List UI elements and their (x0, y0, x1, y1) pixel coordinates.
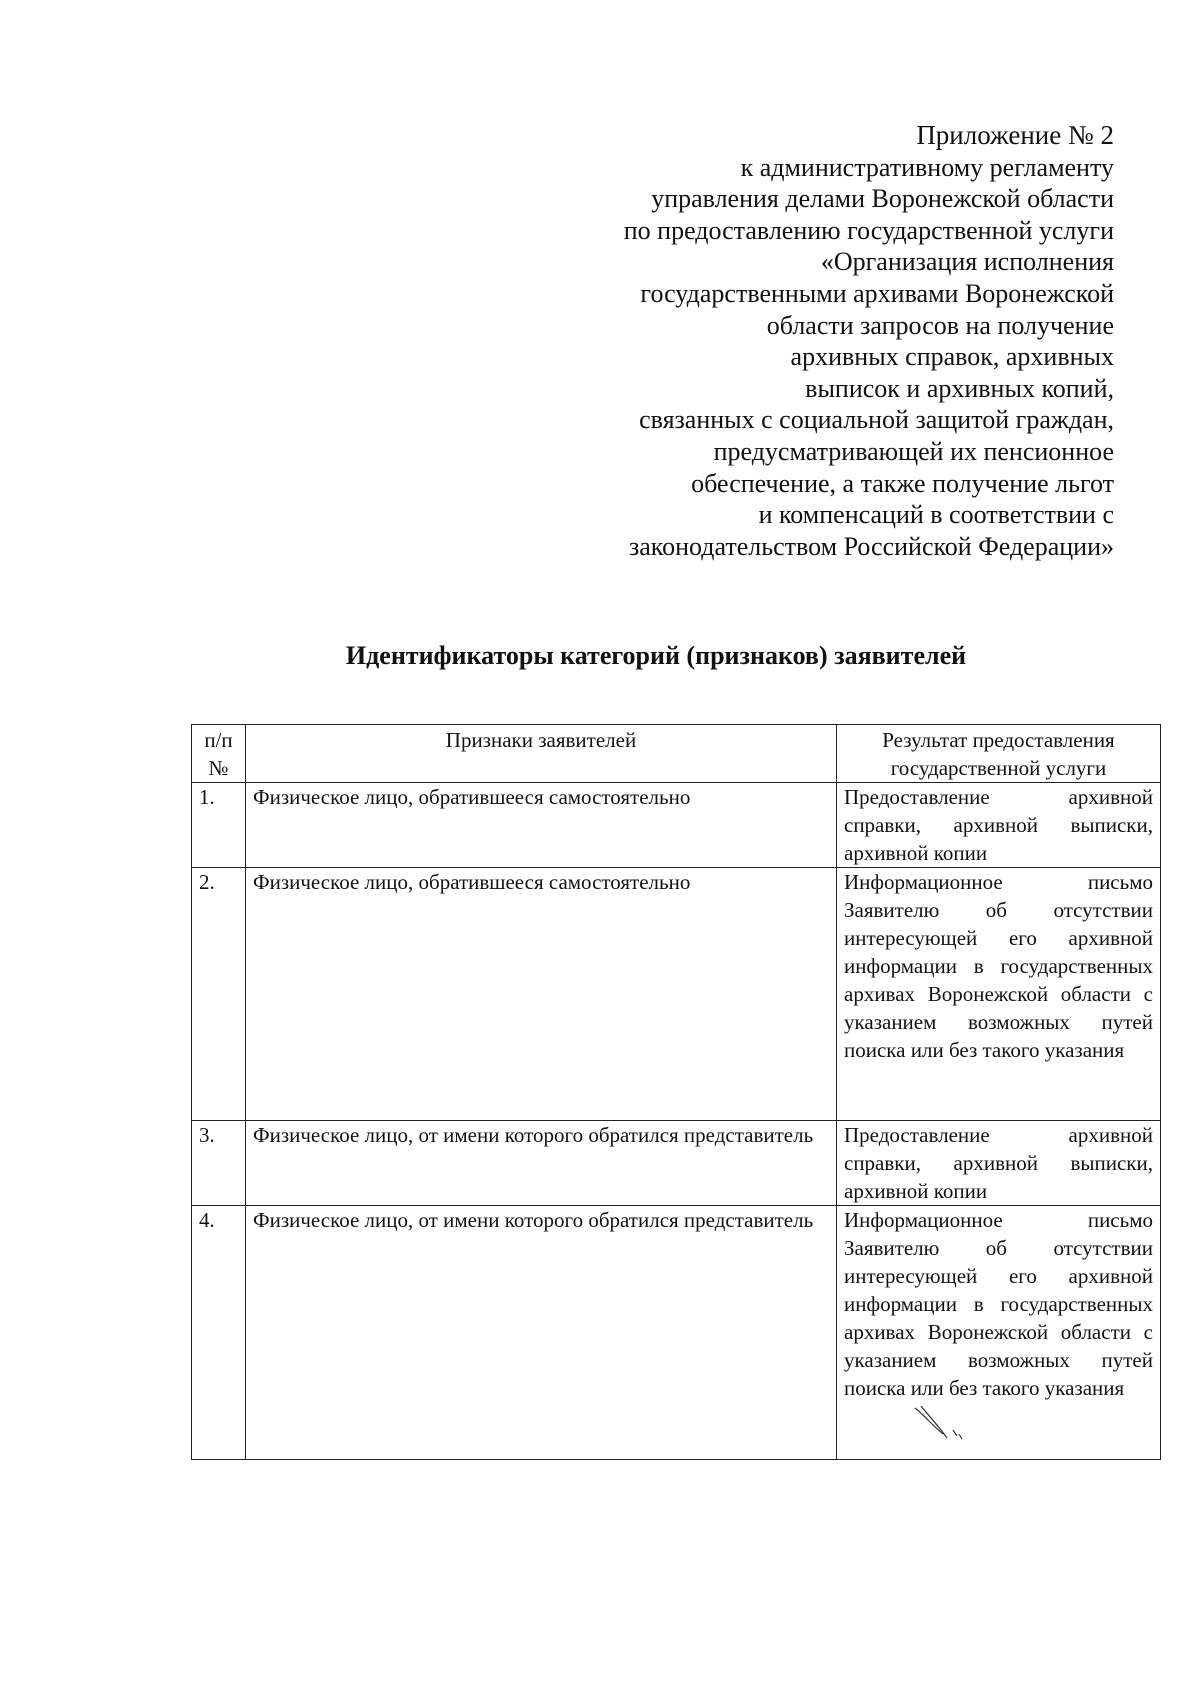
row-sign: Физическое лицо, от имени которого обратился представитель (246, 1121, 837, 1206)
row-result: Информационное письмо Заявителю об отсутствии интересующей его архивной информации в государственных архивах Воронежской области с указанием возможных путей поиска или без такого указания (837, 1206, 1161, 1460)
header-num: п/п № (192, 725, 246, 783)
row-sign: Физическое лицо, обратившееся самостоятельно (246, 783, 837, 868)
row-result: Предоставление архивной справки, архивной выписки, архивной копии (837, 1121, 1161, 1206)
table-header-row (192, 725, 1161, 783)
appendix-line: управления делами Воронежской области (651, 184, 1114, 214)
document-title: Идентификаторы категорий (признаков) заявителей (345, 641, 967, 670)
appendix-header (474, 120, 1114, 562)
row-number: 1. (192, 783, 246, 868)
row-number: 2. (192, 868, 246, 1121)
row-sign: Физическое лицо, обратившееся самостоятельно (246, 868, 837, 1121)
row-sign: Физическое лицо, от имени которого обратился представитель (246, 1206, 837, 1460)
table-row (192, 1121, 1161, 1206)
appendix-line: законодательством Российской Федерации» (629, 531, 1114, 561)
appendix-line: к административному регламенту (740, 152, 1114, 182)
appendix-line: предусматривающей их пенсионное (713, 436, 1114, 466)
row-result: Информационное письмо Заявителю об отсутствии интересующей его архивной информации в государственных архивах Воронежской области с указанием возможных путей поиска или без такого указания (837, 868, 1161, 1121)
appendix-line: выписок и архивных копий, (805, 373, 1114, 403)
appendix-line: по предоставлению государственной услуги (623, 215, 1114, 245)
appendix-line: архивных справок, архивных (790, 342, 1114, 372)
appendix-line: «Организация исполнения (820, 247, 1114, 277)
header-sign: Признаки заявителей (246, 725, 837, 783)
appendix-line: Приложение № 2 (916, 120, 1114, 150)
row-result: Предоставление архивной справки, архивной выписки, архивной копии (837, 783, 1161, 868)
appendix-line: обеспечение, а также получение льгот (691, 468, 1114, 498)
row-number: 4. (192, 1206, 246, 1460)
table-row (192, 868, 1161, 1121)
table-row (192, 783, 1161, 868)
pen-mark-icon (913, 1404, 973, 1444)
appendix-line: связанных с социальной защитой граждан, (639, 405, 1114, 435)
appendix-line: государственными архивами Воронежской (640, 278, 1114, 308)
header-result: Результат предоставления государственной услуги (837, 725, 1161, 783)
applicant-categories-table (191, 724, 1161, 1460)
appendix-line: области запросов на получение (766, 310, 1114, 340)
appendix-line: и компенсаций в соответствии с (758, 500, 1114, 530)
table-row (192, 1206, 1161, 1460)
row-number: 3. (192, 1121, 246, 1206)
